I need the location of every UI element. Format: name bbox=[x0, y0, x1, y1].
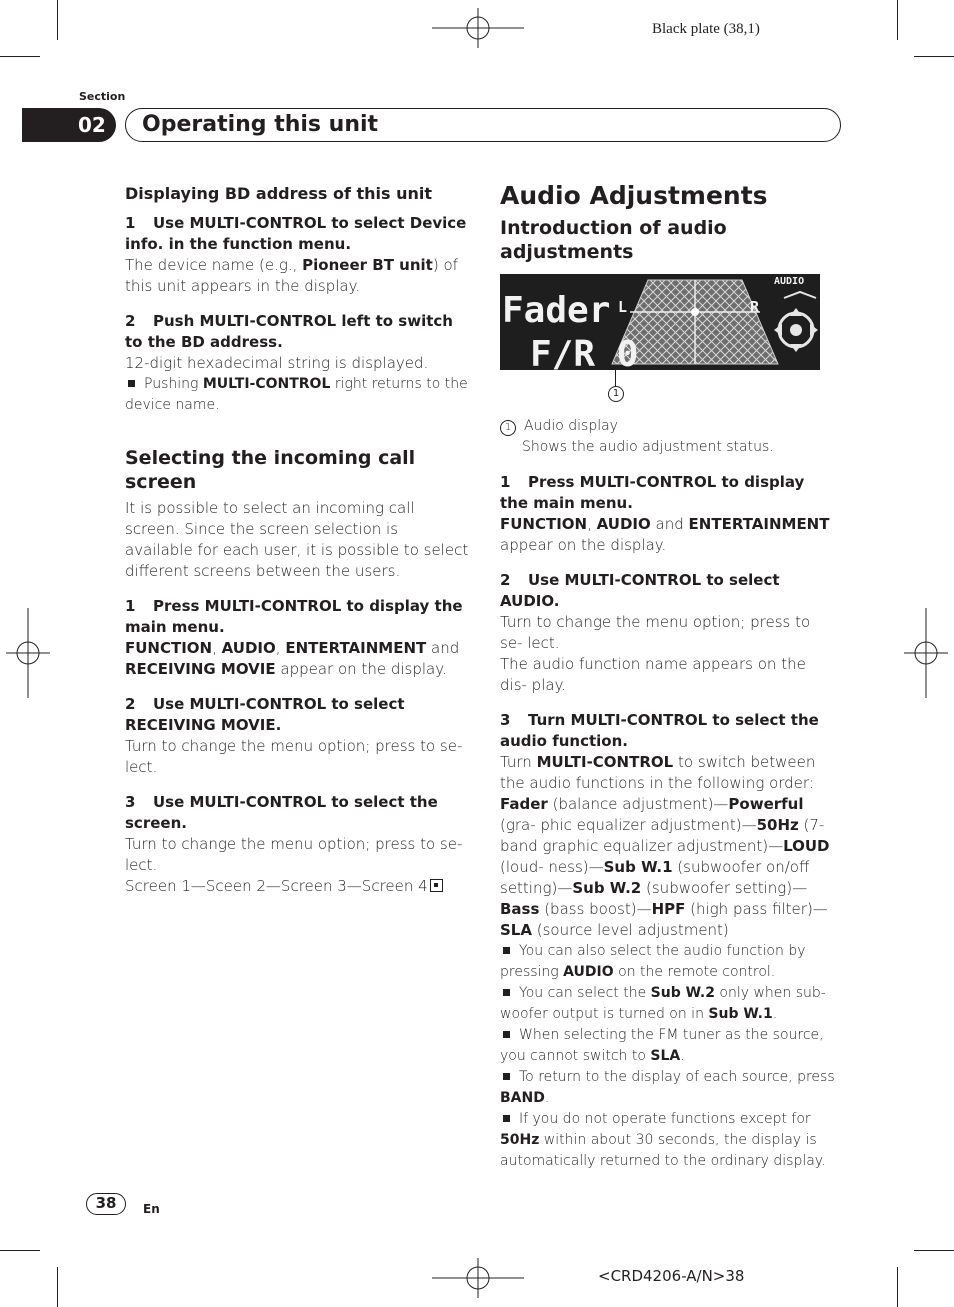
audio-step-3: 3 Turn MULTI-CONTROL to select the audio function. bbox=[500, 711, 819, 750]
bullet-square-icon bbox=[503, 989, 510, 996]
step-title: Use MULTI-CONTROL to select Device info. in the function menu. bbox=[125, 214, 467, 253]
step-number: 1 bbox=[125, 214, 136, 232]
call-step-2-text: Turn to change the menu option; press to se- lect. bbox=[125, 737, 463, 776]
registration-mark-icon bbox=[432, 1258, 524, 1298]
section-label: Section bbox=[79, 90, 126, 103]
lcd-fader-label: Fader bbox=[502, 290, 611, 331]
audio-note-5: If you do not operate functions except for 50Hz within about 30 seconds, the display is automatically returned to the ordinary display. bbox=[500, 1111, 826, 1169]
audio-step-2-text: Turn to change the menu option; press to se- lect. bbox=[500, 613, 811, 652]
audio-step-1-text: appear on the display. bbox=[500, 536, 667, 554]
bd-heading: Displaying BD address of this unit bbox=[125, 184, 433, 203]
lcd-audio-tag: AUDIO bbox=[774, 276, 805, 287]
lcd-left-marker: L bbox=[618, 298, 628, 316]
call-step-3-text: Turn to change the menu option; press to se- lect. bbox=[125, 835, 463, 874]
lcd-fr-value: F/R 0 bbox=[530, 334, 639, 370]
bullet-square-icon bbox=[503, 1073, 510, 1080]
audio-lcd-display bbox=[500, 274, 820, 370]
audio-step-1-menu: FUNCTION, AUDIO and ENTERTAINMENT bbox=[500, 515, 830, 533]
audio-step-2: 2 Use MULTI-CONTROL to select AUDIO. bbox=[500, 571, 780, 610]
call-step-1: 1 Press MULTI-CONTROL to display the main menu. bbox=[125, 597, 463, 636]
call-step-1-text: FUNCTION, AUDIO, ENTERTAINMENT and RECEIVING MOVIE appear on the display. bbox=[125, 639, 460, 678]
audio-note-4: To return to the display of each source, press BAND. bbox=[500, 1069, 835, 1106]
lcd-right-marker: R bbox=[750, 298, 760, 316]
intro-heading: Introduction of audio adjustments bbox=[500, 217, 727, 263]
multi-control-icon bbox=[774, 308, 818, 352]
bullet-square-icon bbox=[503, 947, 510, 954]
bd-note: Pushing MULTI-CONTROL right returns to the device name. bbox=[125, 376, 468, 413]
registration-mark-icon bbox=[904, 608, 948, 698]
call-intro: It is possible to select an incoming call screen. Since the screen selection is available for each user, it is possible to select different screens between the users. bbox=[125, 499, 469, 580]
bullet-square-icon bbox=[128, 380, 135, 387]
audio-function-order: Turn MULTI-CONTROL to switch between the audio functions in the following order: Fader (balance adjustment)—Powerful (gra- phic equalizer adjustment)—50Hz (7-band graphic equalizer adjustment)—LOUD (loud- ness)—Sub W.1 (subwoofer on/off setting)—Sub W.2 (subwoofer setting)—Bass (bass boost)—HPF (high pass filter)—SLA (source level adjustment) bbox=[500, 753, 830, 939]
lcd-graphic bbox=[500, 274, 820, 370]
language-label: En bbox=[143, 1202, 160, 1216]
right-column bbox=[500, 180, 835, 1172]
call-step-2: 2 Use MULTI-CONTROL to select RECEIVING MOVIE. bbox=[125, 695, 405, 734]
callout-number: 1 bbox=[608, 386, 624, 402]
fader-position-dot bbox=[691, 308, 699, 316]
bd-step-2-text: 12-digit hexadecimal string is displayed. bbox=[125, 354, 429, 372]
callout-legend: 1 Audio display bbox=[500, 416, 835, 437]
audio-note-1: You can also select the audio function by pressing AUDIO on the remote control. bbox=[500, 943, 806, 980]
bullet-square-icon bbox=[503, 1115, 510, 1122]
call-screens: Screen 1—Sceen 2—Screen 3—Screen 4 bbox=[125, 876, 470, 897]
audio-step-1: 1 Press MULTI-CONTROL to display the main menu. bbox=[500, 473, 805, 512]
registration-mark-icon bbox=[432, 8, 524, 48]
bd-step-2: 2 Push MULTI-CONTROL left to switch to the BD address. bbox=[125, 312, 453, 351]
bd-step-1 bbox=[125, 213, 470, 255]
page-number: 38 bbox=[86, 1193, 126, 1215]
registration-mark-icon bbox=[6, 608, 50, 698]
document-code: <CRD4206-A/N>38 bbox=[598, 1267, 745, 1285]
call-step-3: 3 Use MULTI-CONTROL to select the screen. bbox=[125, 793, 438, 832]
bd-step-1-text: The device name (e.g., Pioneer BT unit) of this unit appears in the display. bbox=[125, 256, 458, 295]
plate-label: Black plate (38,1) bbox=[652, 21, 760, 37]
end-mark-icon bbox=[430, 879, 443, 892]
audio-note-2: You can select the Sub W.2 only when sub- woofer output is turned on in Sub W.1. bbox=[500, 985, 826, 1022]
callout-description: Shows the audio adjustment status. bbox=[522, 439, 774, 455]
bullet-square-icon bbox=[503, 1031, 510, 1038]
left-column bbox=[125, 183, 470, 897]
audio-step-2-text-2: The audio function name appears on the dis- play. bbox=[500, 655, 806, 694]
call-heading: Selecting the incoming call screen bbox=[125, 447, 416, 493]
section-number: 02 bbox=[22, 108, 116, 142]
audio-heading: Audio Adjustments bbox=[500, 181, 768, 210]
audio-note-3: When selecting the FM tuner as the source, you cannot switch to SLA. bbox=[500, 1027, 824, 1064]
section-title: Operating this unit bbox=[125, 108, 841, 142]
